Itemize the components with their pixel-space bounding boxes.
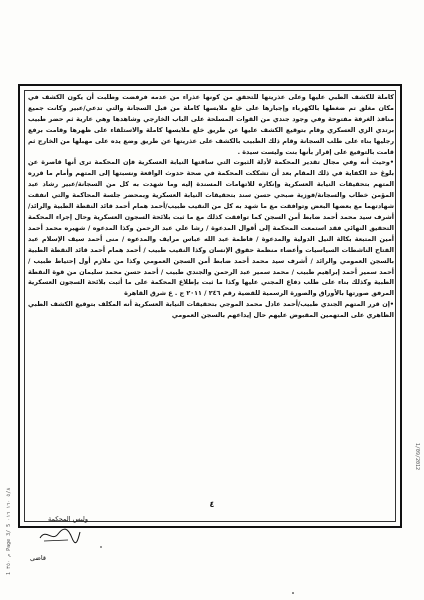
scan-speck <box>100 546 102 548</box>
fax-header-stamp: 1 م ٣٥٠ Page 3/ 5 ٥/٨ ١٦٠ ٠١٦ <box>6 487 12 575</box>
date-stamp: 1/09/2012 <box>414 442 420 470</box>
paragraph-examination: كاملة للكشف الطبي عليها وعلى عذريتها للتحقق من كونها عذراء من عدمه فرفضت وطلبت أن يكون الكشف في مكان مغلق تم ضغطها بالكهرباء وإجبارها على خلع ملابسها كاملة من قبل السجانة والتي تدعي/عبير وكانت جميع منافذ الغرفة مفتوحة وفي وجود جندي من القوات المسلحة على الباب الخارجي وشاهدها وهي عارية ثم حضر طبيب برتدي الزي العسكري وقام بتوقيع الكشف عليها عن طريق خلع ملابسها كاملة والاستلقاء على ظهرها وقامت برفع رجليها بناء على طلب السجانة وقام ذلك الطبيب بالكشف على عذريتها عن طريق وضع يده على مهبلها من الخارج ثم قامت بالتوقيع على إقرار بأنها بنت وليست سيدة . <box>28 93 394 156</box>
paragraph-evidence-assessment: • وحيث أنه وفي مجال تقدير المحكمة لأدلة الثبوت التي ساقتها النيابة العسكرية فإن المحكمة ترى أنها قاصرة عن بلوغ حد الكفاية في ذلك المقام بعد أن تشككت المحكمة في صحة حدوث الواقعة ونسبتها إلى المتهم وأمام ما قرره المتهم بتحقيقات النيابة العسكرية وإنكاره للاتهامات المسندة إليه وما شهدت به كل من السجانة/عبير رشاد عبد المؤمن خطاب والسجانة/فوزية صبحي حسن سند بتحقيقات النيابة العسكرية وبمحضر جلسة المحاكمة والتي انفقت شهادتهما مع بعضها البعض وتوافقت مع ما شهد به كل من النقيب طبيب/أحمد همام أحمد قائد النقطة الطبية والرائد/أشرف سيد محمد أحمد ضابط أمن السجن كما توافقت كذلك مع ما ثبت بلائحة السجون العسكرية وحال إجراء المحكمة التحقيق النهائي فقد استمعت المحكمة إلى أقوال المدعوة / رشا علي عبد الرحمن وكذا المدعوه / شهيره محمد أحمد أمين المتبعة بكالة النيل الدولية والمدعوة / فاطمة عبد الله عباس مرايف والمدعوه / منى أحمد سيف الإسلام عبد الفتاح الناشطات السياسيات وأعضاء منظمة حقوق الإنسان وكذا النقيب طبيب / أحمد همام أحمد قائد النقطة الطبية بالسجن العمومي والرائد / أشرف سيد محمد أحمد ضابط أمن السجن العمومي وكذا من ملازم أول إحتياط طبيب / أحمد سمير أحمد إبراهيم طبيب / محمد سمير عبد الرحمن والجندي طبيب / أحمد حسن محمد سليمان من قوة النقطة الطبية وكذلك بناء على طلب دفاع المجني عليها وكذا ما ثبت بإطلاع المحكمة على ما أثبت بلائحة السجون العسكرية المرفق صورتها بالأوراق والصورة الرسمية للقضية رقم ٢٤٦ / ٢٠١١ ج . ع شرق القاهرة <box>28 157 394 299</box>
signature-label: وليس المحكمة <box>48 515 89 523</box>
document-body <box>28 92 394 492</box>
judge-label: قاضى <box>30 554 47 562</box>
page-number: ٤ <box>209 500 215 509</box>
scan-speck <box>292 592 294 594</box>
handwritten-signature <box>38 526 82 544</box>
paragraph-defendant-statement: • إن قرر المتهم الجندي طبيب/أحمد عادل محمد الموجي بتحقيقات النيابة العسكرية أنه المكلف بتوقيع الكشف الطبي الظاهري على المتهمين المقبوض عليهم حال إيداعهم بالسجن العمومي <box>28 299 394 321</box>
